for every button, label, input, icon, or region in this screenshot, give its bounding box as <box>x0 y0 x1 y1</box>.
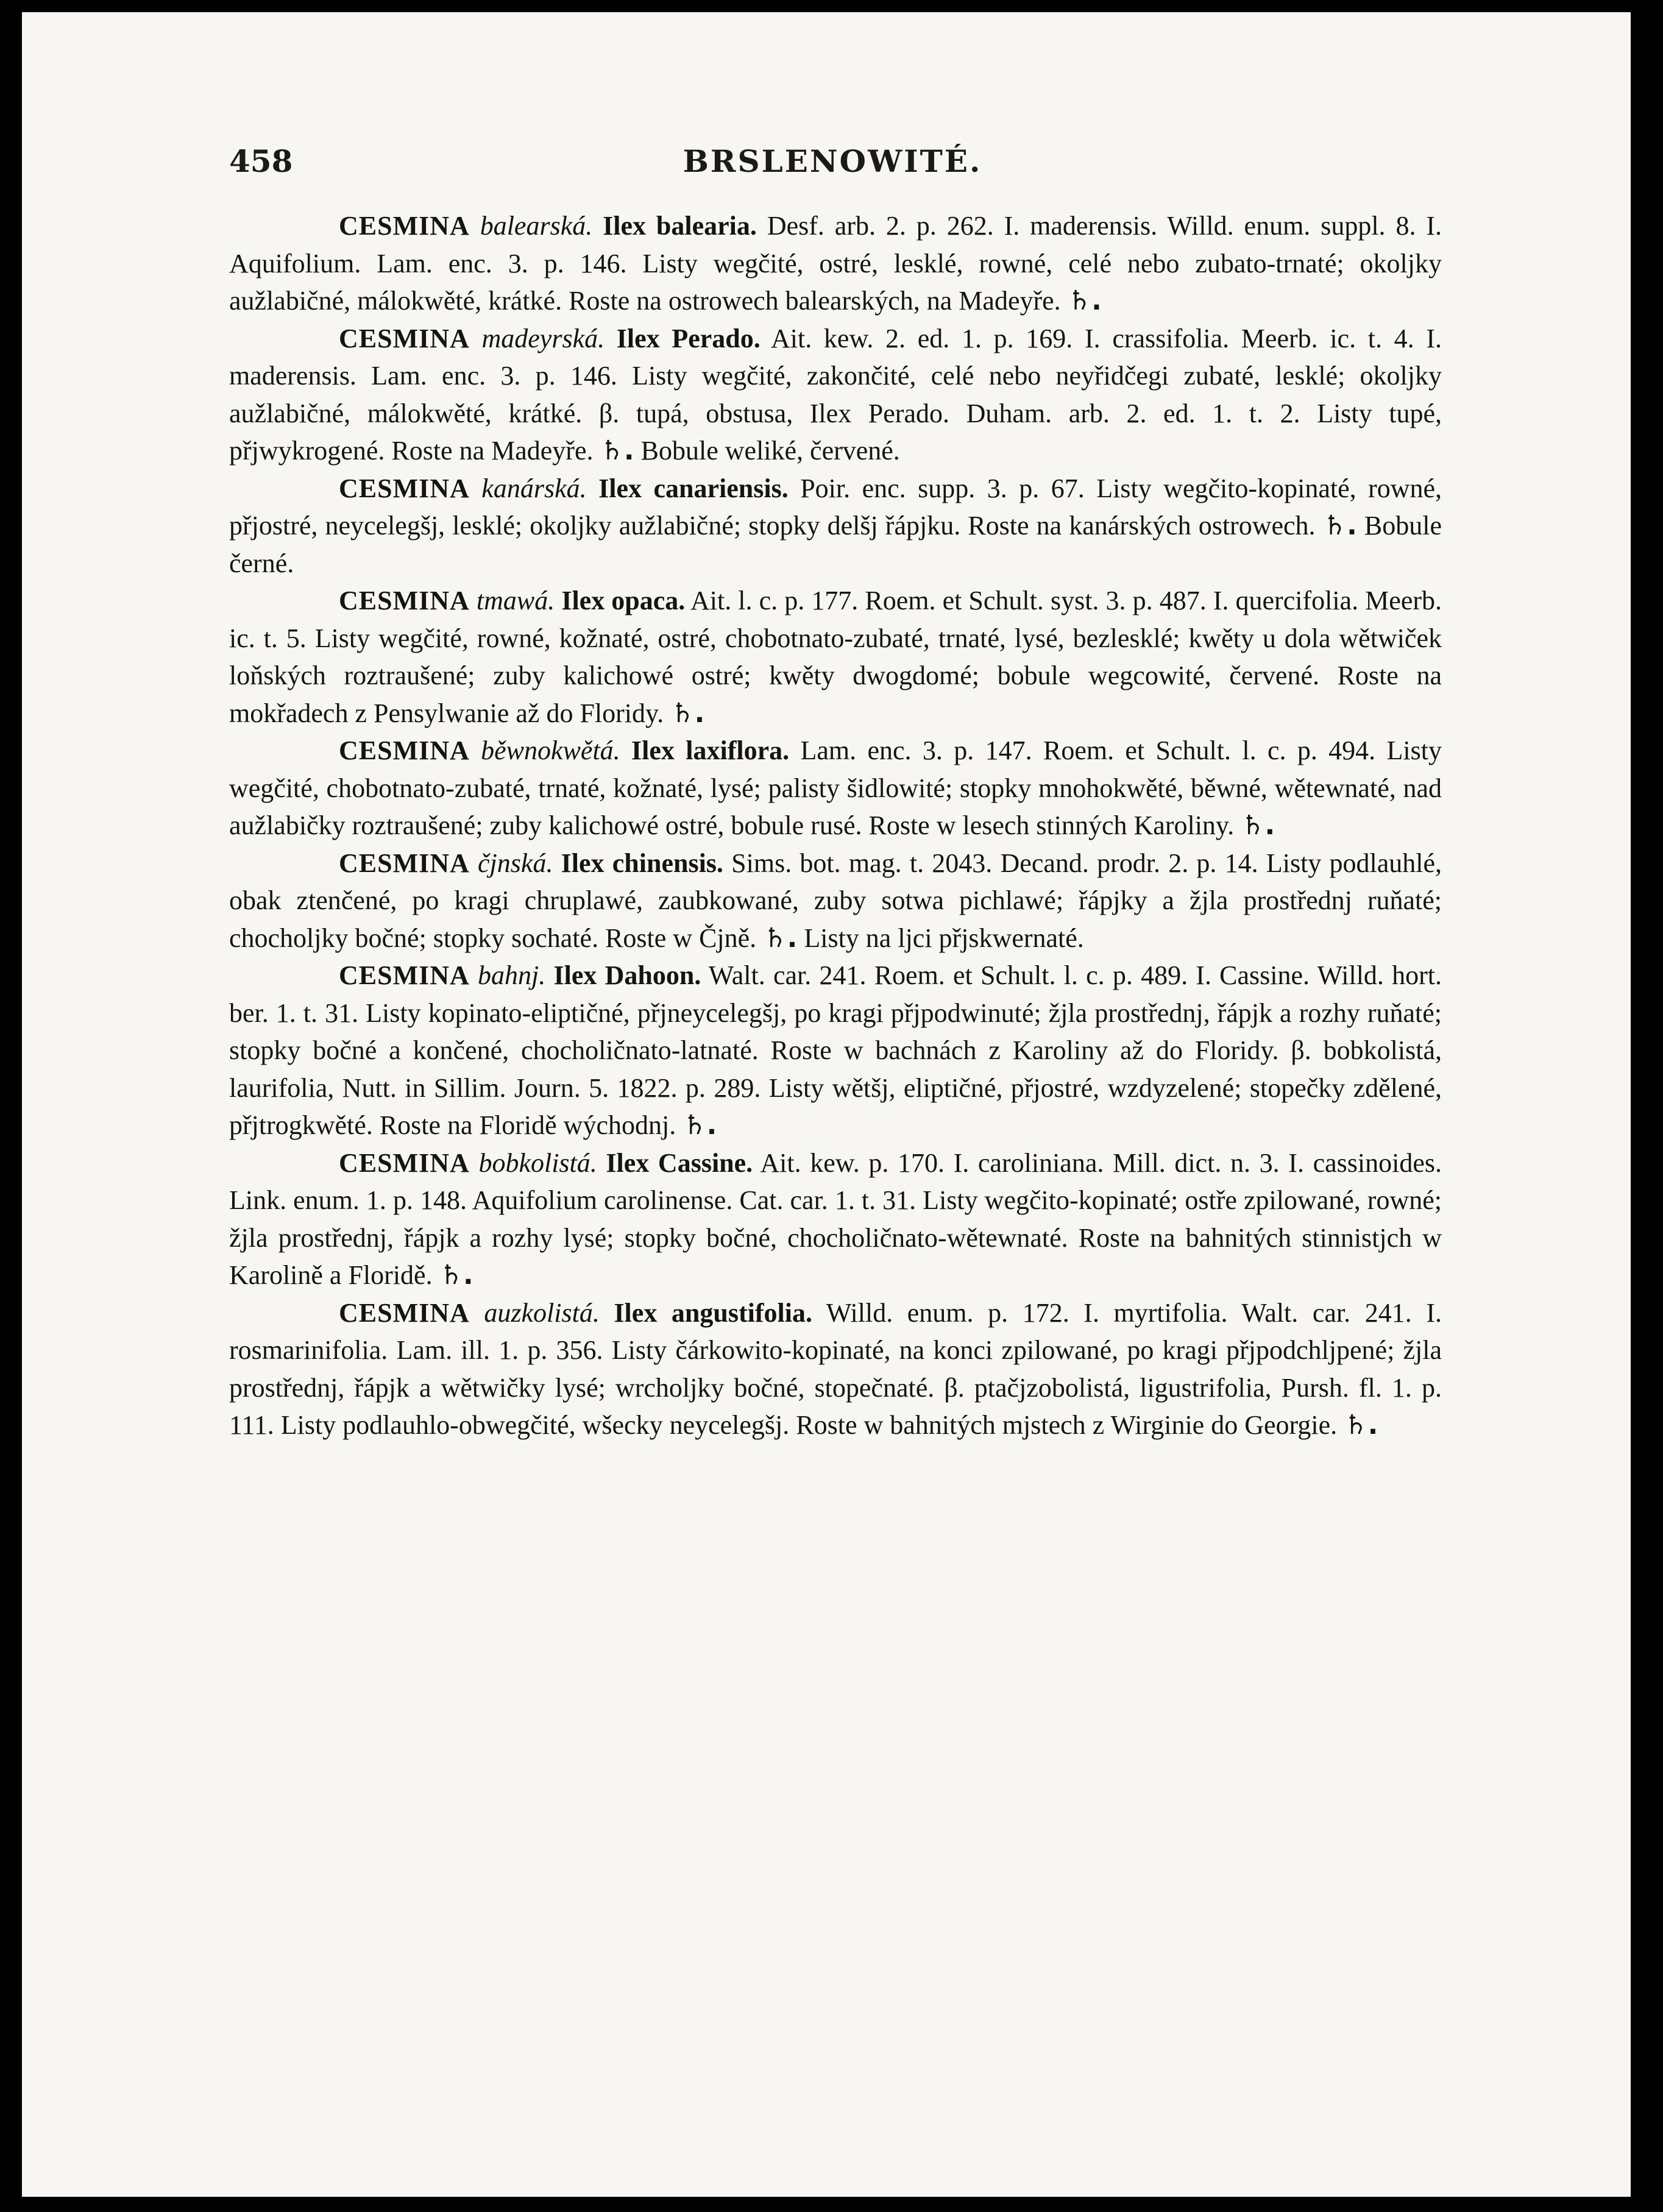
entry-ilex-opaca <box>229 582 1442 732</box>
entry-genus: CESMINA <box>339 211 470 241</box>
entry-genus: CESMINA <box>339 1147 470 1178</box>
page-header <box>229 131 1436 186</box>
book-page <box>22 12 1631 2197</box>
entry-genus: CESMINA <box>339 960 470 990</box>
entry-genus: CESMINA <box>339 1297 470 1328</box>
shrub-symbol: ♄. <box>1322 510 1357 541</box>
running-head: BRSLENOWITÉ. <box>683 143 982 179</box>
shrub-symbol: ♄. <box>439 1260 473 1291</box>
entry-genus: CESMINA <box>339 473 470 503</box>
shrub-symbol: ♄. <box>600 435 634 466</box>
entry-description: Ait. l. c. p. 177. Roem. et Schult. syst. 3. p. 487. I. quercifolia. Meerb. ic. t. 5. Listy wegčité, rowné, kožnaté, ostré, chobotnato-zubaté, trnaté, lysé, bezlesklé; kwěty u dola wětwiček loňských roztraušené; zuby kalichowé ostré; kwěty dwogdomé; bobule wegcowité, červené. Roste na mokřadech z Pensylwanie až do Floridy. <box>229 586 1442 728</box>
entry-species: Ilex angustifolia. <box>614 1297 812 1328</box>
entry-genus: CESMINA <box>339 848 470 878</box>
entry-species: Ilex Dahoon. <box>553 960 701 990</box>
entry-genus: CESMINA <box>339 736 470 765</box>
entry-epithet: balearská. <box>480 211 593 241</box>
text-body <box>229 207 1442 1444</box>
entry-description: Poir. enc. supp. 3. p. 67. Listy wegčito-kopinaté, rowné, přjostré, neycelegšj, lesklé; okoljky aužlabičné; stopky delšj řápjku. Roste na kanárských ostrowech. <box>229 473 1442 541</box>
entry-tail: Bobule weliké, červené. <box>640 436 900 466</box>
entry-epithet: tmawá. <box>476 586 555 615</box>
entry-species: Ilex canariensis. <box>598 473 789 503</box>
entry-epithet: auzkolistá. <box>484 1297 600 1328</box>
shrub-symbol: ♄. <box>1067 285 1102 316</box>
shrub-symbol: ♄. <box>1241 810 1275 841</box>
entry-species: Ilex chinensis. <box>561 848 723 878</box>
entry-epithet: čjnská. <box>478 848 553 878</box>
entry-genus: CESMINA <box>339 586 470 615</box>
entry-ilex-laxiflora <box>229 732 1442 845</box>
shrub-symbol: ♄. <box>1344 1409 1378 1441</box>
entry-epithet: kanárská. <box>481 473 587 503</box>
entry-epithet: madeyrská. <box>481 323 605 353</box>
shrub-symbol: ♄. <box>763 922 798 954</box>
entry-description: Lam. enc. 3. p. 147. Roem. et Schult. l. c. p. 494. Listy wegčité, chobotnato-zubaté, trnaté, kožnaté, lysé; palisty šidlowité; stopky mnohokwěté, běwné, wětewnaté, nad aužlabičky roztraušené; zuby kalichowé ostré, bobule rusé. Roste w lesech stinných Karoliny. <box>229 736 1442 840</box>
entry-description: Sims. bot. mag. t. 2043. Decand. prodr. 2. p. 14. Listy podlauhlé, obak ztenčené, po kragi chruplawé, zaubkowané, zuby sotwa pichlawé; řápjky a žjla prostřednj ruňaté; chocholjky bočné; stopky sochaté. Roste w Čjně. <box>229 848 1442 953</box>
entry-species: Ilex Perado. <box>616 323 761 353</box>
entry-species: Ilex balearia. <box>603 211 757 241</box>
shrub-symbol: ♄. <box>683 1110 717 1141</box>
entry-description: Ait. kew. 2. ed. 1. p. 169. I. crassifolia. Meerb. ic. t. 4. I. maderensis. Lam. enc. 3. p. 146. Listy wegčité, zakončité, celé nebo neyřidčegi zubaté, lesklé; okoljky aužlabičné, málokwěté, krátké. β. tupá, obstusa, Ilex Perado. Duham. arb. 2. ed. 1. t. 2. Listy tupé, přjwykrogené. Roste na Madeyře. <box>229 323 1442 466</box>
entry-description: Walt. car. 241. Roem. et Schult. l. c. p. 489. I. Cassine. Willd. hort. ber. 1. t. 31. Listy kopinato-eliptičné, přjneycelegšj, po kragi přjpodwinuté; žjla prostřednj, řápjk a rozhy ruňaté; stopky bočné a končené, chocholičnato-latnaté. Roste w bachnách z Karoliny až do Floridy. β. bobkolistá, laurifolia, Nutt. in Sillim. Journ. 5. 1822. p. 289. Listy wětšj, eliptičné, přjostré, wzdyzelené; stopečky zdělené, přjtrogkwěté. Roste na Floridě wýchodnj. <box>229 960 1442 1140</box>
entry-ilex-cassine <box>229 1144 1442 1294</box>
entry-ilex-balearia <box>229 207 1442 320</box>
entry-ilex-chinensis <box>229 845 1442 957</box>
entry-epithet: běwnokwětá. <box>481 736 620 765</box>
entry-ilex-angustifolia <box>229 1294 1442 1444</box>
page-number: 458 <box>229 143 293 179</box>
entry-species: Ilex opaca. <box>561 586 686 615</box>
entry-species: Ilex Cassine. <box>606 1147 753 1178</box>
entry-ilex-perado <box>229 320 1442 470</box>
shrub-symbol: ♄. <box>670 697 705 729</box>
entry-species: Ilex laxiflora. <box>631 736 790 765</box>
entry-description: Ait. kew. p. 170. I. caroliniana. Mill. dict. n. 3. I. cassinoides. Link. enum. 1. p. 148. Aquifolium carolinense. Cat. car. 1. t. 31. Listy wegčito-kopinaté; ostře zpilowané, rowné; žjla prostřednj, řápjk a rozhy lysé; stopky bočné, chocholičnato-wětewnaté. Roste na bahnitých stinnistjch w Karolině a Floridě. <box>229 1147 1442 1290</box>
entry-genus: CESMINA <box>339 323 470 353</box>
entry-description: Desf. arb. 2. p. 262. I. maderensis. Willd. enum. suppl. 8. I. Aquifolium. Lam. enc. 3. p. 146. Listy wegčité, ostré, lesklé, rowné, celé nebo zubato-trnaté; okoljky aužlabičné, málokwěté, krátké. Roste na ostrowech balearských, na Madeyře. <box>229 211 1442 316</box>
entry-epithet: bahnj. <box>478 960 546 990</box>
entry-tail: Bobule černé. <box>229 511 1442 578</box>
entry-tail: Listy na ljci přjskwernaté. <box>804 923 1084 953</box>
entry-ilex-dahoon <box>229 957 1442 1144</box>
entry-description: Willd. enum. p. 172. I. myrtifolia. Walt. car. 241. I. rosmarinifolia. Lam. ill. 1. p. 356. Listy čárkowito-kopinaté, na konci zpilowané, po kragi přjpodchljpené; žjla prostřednj, řápjk a wětwičky lysé; wrcholjky bočné, stopečnaté. β. ptačjzobolistá, ligustrifolia, Pursh. fl. 1. p. 111. Listy podlauhlo-obwegčité, wšecky neycelegšj. Roste w bahnitých mjstech z Wirginie do Georgie. <box>229 1297 1442 1440</box>
entry-epithet: bobkolistá. <box>478 1147 597 1178</box>
entry-ilex-canariensis <box>229 470 1442 583</box>
